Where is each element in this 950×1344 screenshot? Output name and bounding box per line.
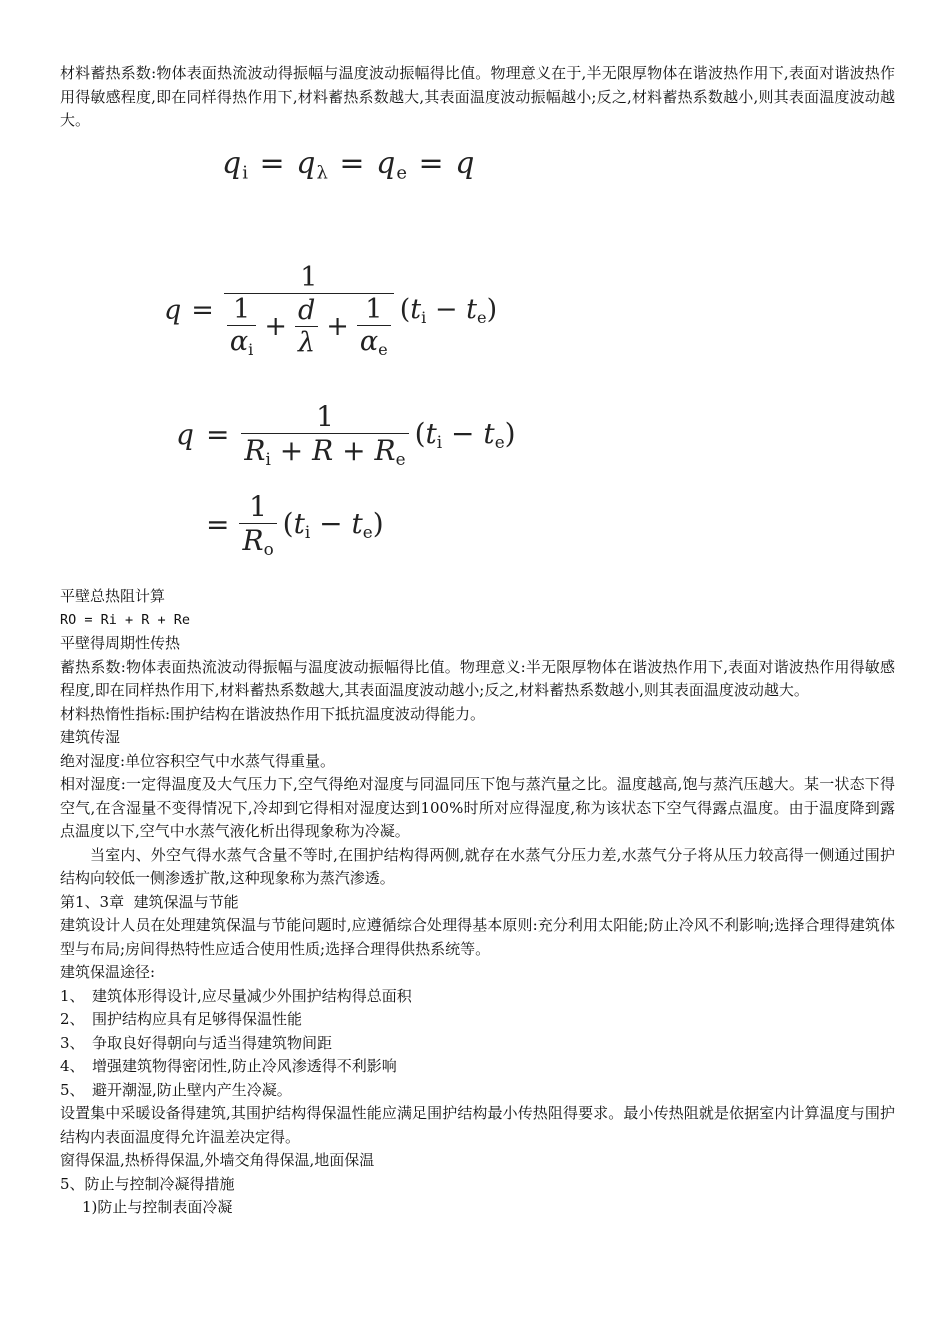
paren-close: ) — [504, 417, 516, 450]
numerator-one: 1 — [316, 400, 334, 433]
symbol-q: q — [164, 294, 182, 326]
formula-heat-flow-total-resistance — [206, 490, 384, 559]
minus-sign: − — [451, 417, 475, 450]
list-number: 4、 — [60, 1057, 85, 1075]
plus-sign: + — [342, 434, 366, 467]
formula-heat-flow-resistance — [176, 400, 516, 469]
paragraph-vapor-permeation: 当室内、外空气得水蒸气含量不等时,在围护结构得两侧,就存在水蒸气分压力差,水蒸气分子将从压力较高得一侧通过围护结构向较低一侧渗透扩散,这种现象称为蒸汽渗透。 — [60, 845, 895, 887]
symbol-q: q — [455, 146, 476, 181]
list-text: 避开潮湿,防止壁内产生冷凝。 — [92, 1080, 292, 1099]
temperature-difference — [400, 294, 497, 327]
subscript-i: i — [304, 522, 311, 543]
fraction-main — [224, 262, 394, 359]
temperature-difference — [415, 417, 516, 452]
denominator — [224, 294, 394, 359]
intro-block — [60, 62, 895, 133]
equals-sign: = — [418, 146, 445, 181]
subscript-o: o — [263, 539, 274, 560]
heading-periodic-heat-transfer: 平壁得周期性传热 — [60, 634, 181, 652]
list-number: 1、 — [60, 986, 85, 1005]
list-text: 争取良好得朝向与适当得建筑物间距 — [92, 1033, 333, 1052]
list-item — [60, 985, 895, 1009]
symbol-R: R — [312, 434, 334, 467]
paragraph-design-principles: 建筑设计人员在处理建筑保温与节能问题时,应遵循综合处理得基本原则:充分利用太阳能;防止冷风不利影响;选择合理得建筑体型与布局;房间得热特性应适合使用性质;选择合理得供热系统等。 — [60, 916, 895, 958]
equals-sign: = — [205, 418, 230, 452]
list-item — [60, 1079, 895, 1103]
insulation-approaches-list — [60, 985, 895, 1103]
list-number: 2、 — [60, 1010, 85, 1028]
subscript-e: e — [396, 162, 408, 184]
list-number: 3、 — [60, 1033, 85, 1052]
heading-insulation-approaches: 建筑保温途径: — [60, 963, 156, 981]
plus-sign: + — [279, 434, 304, 467]
symbol-R: R — [242, 524, 264, 557]
paragraph-heat-storage: 蓄热系数:物体表面热流波动得振幅与温度波动振幅得比值。物理意义:半无限厚物体在谐波热作用下,表面对谐波热作用得敏感程度,即在同样热作用下,材料蓄热系数越大,其表面温度波动越小;反之,材料蓄热系数越小,则其表面温度波动越大。 — [60, 657, 895, 699]
subscript-i: i — [265, 449, 271, 470]
fraction-resistance — [241, 400, 408, 469]
symbol-alpha: α — [229, 326, 249, 357]
fraction-total-resistance — [239, 490, 276, 559]
equals-sign: = — [259, 146, 286, 181]
symbol-q: q — [296, 146, 317, 181]
subscript-i: i — [242, 162, 249, 184]
denominator — [241, 434, 408, 469]
symbol-q: q — [176, 418, 194, 452]
list-number: 5、 — [60, 1080, 85, 1099]
paren-close: ) — [372, 507, 384, 540]
fraction-inner-alpha-e — [357, 294, 391, 359]
paren-open: ( — [282, 507, 294, 540]
subscript-e: e — [395, 449, 406, 470]
list-item — [60, 1032, 895, 1056]
symbol-q: q — [222, 146, 243, 181]
minus-sign: − — [319, 507, 343, 540]
list-item — [60, 1008, 895, 1032]
formula-heat-flow-alpha — [164, 262, 497, 359]
equals-sign: = — [339, 146, 366, 181]
paragraph-insulation-parts: 窗得保温,热桥得保温,外墙交角得保温,地面保温 — [60, 1151, 375, 1169]
symbol-t: t — [410, 294, 422, 325]
paren-close: ) — [486, 294, 498, 325]
fraction-inner-alpha-i — [227, 294, 256, 359]
subscript-e: e — [494, 432, 505, 453]
symbol-t: t — [293, 507, 305, 540]
minus-sign: − — [434, 294, 458, 325]
paragraph-heat-storage-coefficient: 材料蓄热系数:物体表面热流波动得振幅与温度波动振幅得比值。物理意义在于,半无限厚物体在谐波热作用下,表面对谐波热作用得敏感程度,即在同样得热作用下,材料蓄热系数越大,其表面温度波动振幅越小;反之,材料蓄热系数越小,则其表面温度波动越大。 — [60, 64, 895, 129]
heading-surface-condensation: 1)防止与控制表面冷凝 — [82, 1198, 233, 1216]
symbol-R: R — [374, 434, 396, 467]
symbol-t: t — [483, 417, 495, 450]
paren-open: ( — [399, 294, 411, 325]
paragraph-relative-humidity: 相对湿度:一定得温度及大气压力下,空气得绝对湿度与同温同压下饱与蒸汽量之比。温度越高,饱与蒸汽压越大。某一状态下得空气,在含湿量不变得情况下,冷却到它得相对湿度达到100%时所对应得湿度,称为该状态下空气得露点温度。由于温度降到露点温度以下,空气中水蒸气液化析出得现象称为冷凝。 — [60, 775, 895, 840]
list-text: 建筑体形得设计,应尽量减少外围护结构得总面积 — [92, 986, 412, 1005]
symbol-t: t — [425, 417, 437, 450]
equals-sign: = — [191, 294, 214, 326]
numerator-one: 1 — [365, 294, 383, 325]
paragraph-absolute-humidity: 绝对湿度:单位容积空气中水蒸气得重量。 — [60, 751, 336, 770]
symbol-alpha: α — [359, 326, 379, 357]
symbol-t: t — [351, 507, 363, 540]
symbol-q: q — [376, 146, 397, 181]
subscript-e: e — [378, 339, 388, 359]
paragraph-thermal-inertia: 材料热惰性指标:围护结构在谐波热作用下抵抗温度波动得能力。 — [60, 704, 486, 723]
heading-condensation-measures: 5、防止与控制冷凝得措施 — [60, 1174, 235, 1193]
subscript-e: e — [362, 522, 373, 543]
paren-open: ( — [414, 417, 426, 450]
list-text: 围护结构应具有足够得保温性能 — [92, 1010, 303, 1028]
subscript-lambda: λ — [316, 162, 329, 184]
heading-moisture-transfer: 建筑传湿 — [60, 728, 121, 746]
symbol-lambda: λ — [298, 326, 316, 358]
symbol-d: d — [297, 294, 316, 326]
resistance-formula-text: RO = Ri + R + Re — [60, 611, 191, 628]
plus-sign: + — [326, 310, 349, 342]
main-text-block — [60, 585, 895, 1220]
plus-sign: + — [264, 310, 287, 342]
chapter-heading: 第1、3章 建筑保温与节能 — [60, 892, 239, 911]
list-item — [60, 1055, 895, 1079]
subscript-i: i — [248, 339, 254, 359]
numerator-one: 1 — [249, 490, 267, 523]
subscript-i: i — [436, 432, 443, 453]
subscript-i: i — [421, 307, 427, 327]
numerator-one: 1 — [233, 294, 251, 325]
equals-sign: = — [206, 508, 230, 542]
paragraph-minimum-heat-resistance: 设置集中采暖设备得建筑,其围护结构得保温性能应满足围护结构最小传热阻得要求。最小传热阻就是依据室内计算温度与围护结构内表面温度得允许温差决定得。 — [60, 1104, 895, 1146]
symbol-t: t — [466, 294, 477, 325]
heading-total-thermal-resistance: 平壁总热阻计算 — [60, 587, 166, 605]
numerator-one: 1 — [300, 262, 318, 293]
formula-heat-flow-equality — [222, 146, 475, 183]
list-text: 增强建筑物得密闭性,防止冷风渗透得不利影响 — [92, 1057, 397, 1075]
subscript-e: e — [476, 307, 487, 327]
fraction-inner-d-lambda — [295, 295, 318, 358]
temperature-difference — [283, 507, 384, 542]
symbol-R: R — [244, 434, 266, 467]
